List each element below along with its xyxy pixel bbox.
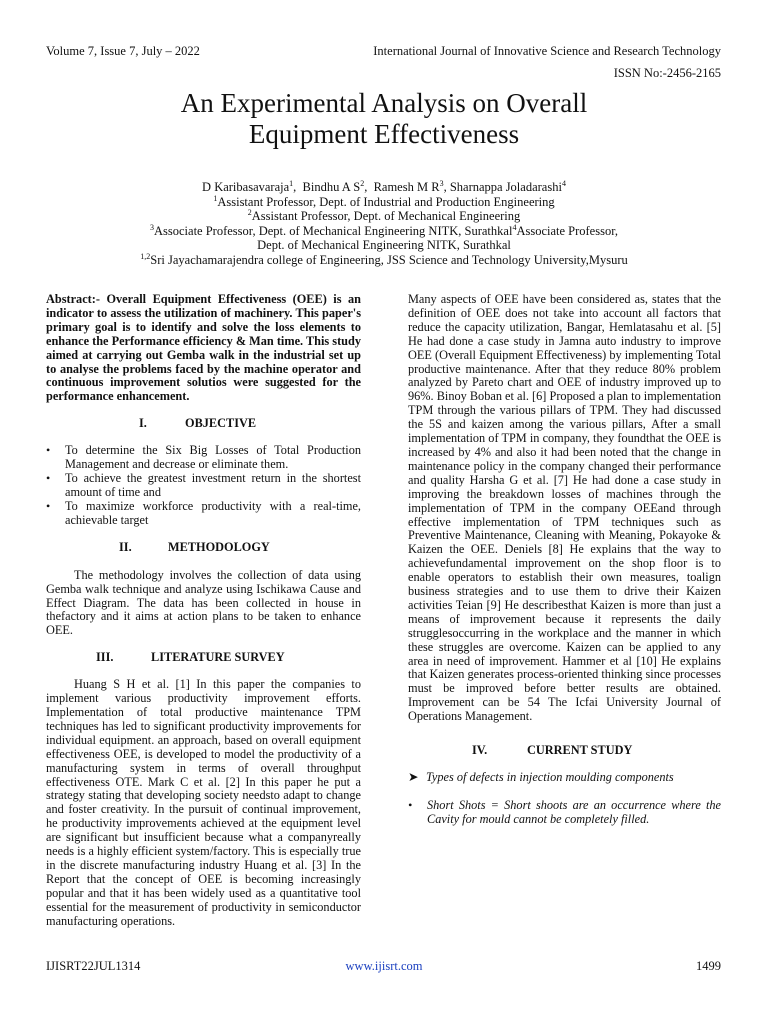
affiliation: [0, 224, 768, 239]
affiliation-text: Associate Professor, Dept. of Mechanical Engineering NITK, Surathkal: [154, 223, 513, 238]
list-item: • To achieve the greatest investment return in the shortest amount of time and: [46, 472, 361, 500]
current-study-list: [408, 799, 721, 827]
author-name: Bindhu A S: [302, 180, 361, 194]
section-heading-methodology: [46, 541, 361, 555]
affiliation-text: Assistant Professor, Dept. of Industrial and Production Engineering: [217, 194, 555, 209]
literature-text-continued: Many aspects of OEE have been considered as, states that the definition of OEE does not take into account all factors that reduce the capacity utilization, Bangar, Hemlatasahu et al. [5] He had done a case study in Jamna auto industry to improve OEE (Overall Equipment Effectiveness) by implementing Total productive maintenance. After that they reduce 80% problem analyzed by Pareto chart and OEE of industry improved up to 96%. Binoy Boban et al. [6] Proposed a plan to implementation TPM through the various pillars of TPM. They had discussed the 5S and kaizen among the various pillars, After a small implementation of TPM in company, they foundthat the OEE is increased by 4% and also it had been noted that the change in maintenance policy in the company changed their performance and quality Harsha G et al. [7] He had done a case study in improving the breakdown losses of machines through the implementation of TPM in the company OEEand through effective implementation of TPM techniques such as Preventive Maintenance, Cleaning with Meaning, Pokayoke & Kaizen the OEE. Deniels [8] He explains that the way to achievefundamental improvement on the shop floor is to enable operators to establish their own measures, toalign business strategies and to use them to drive their Kaizen activities Teian [9] He describesthat Kaizen is more than just a means of improvement because it represents the daily strugglesoccurring in the workplace and the manner in which these struggles are overcome. Kaizen can be applied to any area in need of improvement. Hammer et al [10] He explains that Kaizen generates process-oriented thinking since processes must be improved before better results are obtained. Improvement can be 54 The Icfai University Journal of Operations Management.: [408, 292, 721, 724]
section-heading-literature: [46, 651, 361, 665]
section-heading-current-study: [408, 744, 721, 758]
affiliation: [0, 209, 768, 224]
arrow-item-text: Types of defects in injection moulding components: [426, 770, 674, 785]
list-item: • Short Shots = Short shoots are an occurrence where the Cavity for mould cannot be completely filled.: [408, 799, 721, 827]
journal-name: International Journal of Innovative Science and Research Technology: [373, 44, 721, 58]
journal-url-link[interactable]: www.ijisrt.com: [345, 959, 423, 973]
affiliation-sup: 4: [512, 222, 517, 232]
affiliation: [0, 195, 768, 210]
affiliation-sup: 1,2: [140, 251, 151, 261]
objective-list: [46, 444, 361, 527]
author-sup: 3: [439, 178, 444, 188]
author-name: Ramesh M R: [373, 180, 440, 194]
author-sup: 2: [360, 178, 365, 188]
left-column: [46, 293, 361, 929]
title-line-2: Equipment Effectiveness: [248, 119, 520, 149]
paper-title: [0, 88, 768, 150]
section-title: METHODOLOGY: [168, 539, 270, 554]
right-column: [408, 293, 721, 827]
affiliation-sup: 2: [247, 208, 252, 218]
affiliation-text: Sri Jayachamarajendra college of Engineering, JSS Science and Technology University,Mysuru: [150, 252, 628, 267]
author-sup: 1: [289, 178, 294, 188]
issn-number: ISSN No:-2456-2165: [613, 66, 721, 80]
literature-text: Huang S H et al. [1] In this paper the companies to implement various productivity improvement efforts. Implementation of total productive maintenance TPM techniques has led to significant productivity improvements for individual equipment. an approach, based on overall equipment effectiveness OEE, is developed to model the productivity of a manufacturing system in terms of overall throughput effectiveness OTE. Mark C et al. [2] In this paper he put a strategy stating that developing society needsto adapt to change and foster creativity. In the pursuit of continual improvement, he productivity improvements achieved at the equipment level are significant but insufficient because what a companyreally needs is a highly efficient system/factory. This is especially true in the discrete manufacturing industry Huang et al. [3] In the Report that the concept of OEE is becoming increasingly popular and that it has been widely used as a quantitative tool essential for the measurement of productivity in semiconductor manufacturing operations.: [46, 677, 361, 928]
section-number: III.: [96, 650, 114, 665]
author-sup: 4: [561, 178, 566, 188]
arrow-bullet-icon: ➤: [408, 770, 419, 785]
affiliation-text: Associate Professor,: [516, 223, 618, 238]
list-item: • To maximize workforce productivity with a real-time, achievable target: [46, 500, 361, 528]
section-heading-objective: [46, 417, 361, 431]
affiliation-sup: 3: [150, 222, 154, 232]
volume-issue: Volume 7, Issue 7, July – 2022: [46, 44, 200, 58]
page-number: 1499: [696, 959, 721, 973]
section-number: I.: [139, 416, 147, 431]
author-name: Sharnappa Joladarashi: [449, 180, 562, 194]
paper-id: IJISRT22JUL1314: [46, 959, 141, 973]
author-block: [0, 180, 768, 268]
section-title: LITERATURE SURVEY: [151, 650, 285, 665]
arrow-list-item: [408, 771, 721, 785]
section-title: CURRENT STUDY: [527, 743, 633, 758]
methodology-text: The methodology involves the collection of data using Gemba walk technique and analyze using Ischikawa Cause and Effect Diagram. The data has been collected in house in thefactory and it aims at action plans to be taken to enhance OEE.: [46, 567, 361, 638]
list-item: • To determine the Six Big Losses of Total Production Management and decrease or eliminate them.: [46, 444, 361, 472]
title-line-1: An Experimental Analysis on Overall: [180, 88, 588, 118]
section-number: IV.: [472, 743, 488, 758]
affiliation-sup: 1: [213, 193, 218, 203]
author-list: D Karibasavaraja$^1$, Bindhu A $S^2$, Ramesh M $R^3$, Sharnappa Joladarashi$^4$: [202, 178, 566, 194]
abstract: Abstract:- Overall Equipment Effectiveness (OEE) is an indicator to assess the utilization of machinery. This paper's primary goal is to identify and solve the loss elements to enhance the Performance efficiency & Man time. This study aimed at carrying out Gemba walk in the industrial set up to analyse the problems faced by the machine operator and continuous improvement solutios were suggested for the performance enhancement.: [46, 292, 361, 404]
section-title: OBJECTIVE: [185, 416, 257, 431]
affiliation-text: Assistant Professor, Dept. of Mechanical Engineering: [251, 209, 521, 224]
affiliation: [0, 253, 768, 268]
author-name: D Karibasavaraja: [202, 180, 290, 194]
section-number: II.: [119, 539, 132, 554]
affiliation: Dept. of Mechanical Engineering NITK, Surathkal: [257, 238, 511, 253]
